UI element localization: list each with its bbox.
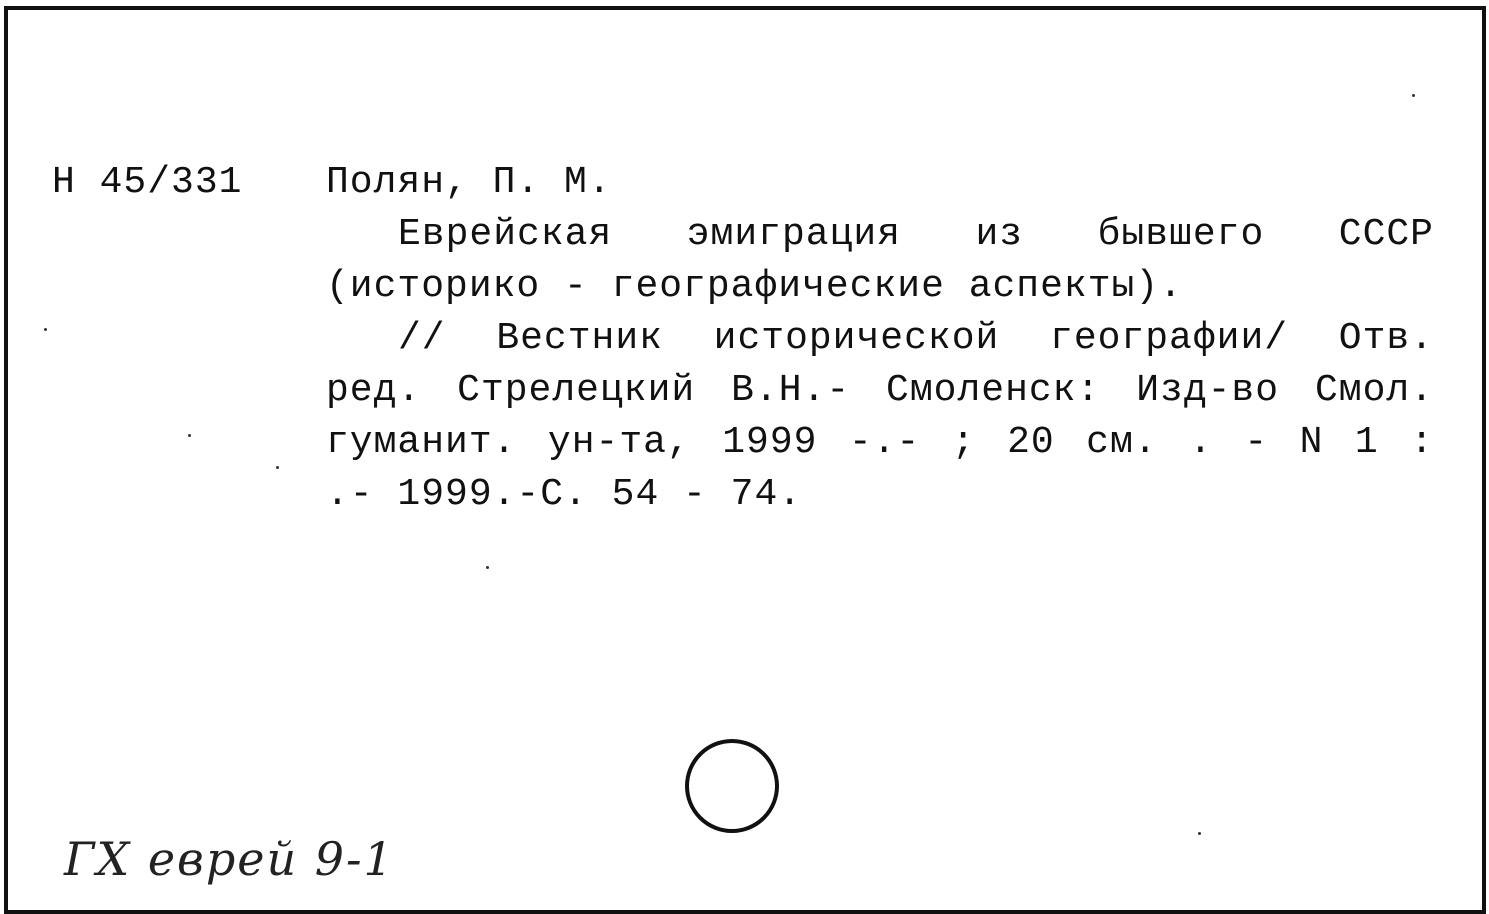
title-line-2: (историко - географические аспекты). (326, 265, 1183, 308)
bibliographic-entry (326, 157, 1434, 521)
catalog-card (4, 6, 1486, 914)
dust-speck (1412, 94, 1415, 97)
author: Полян, П. М. (326, 161, 612, 204)
dust-speck (486, 566, 489, 569)
dust-speck (276, 466, 279, 469)
title-line-1: Еврейская эмиграция из бывшего СССР (398, 213, 1434, 256)
dust-speck (44, 328, 47, 331)
source-line-1: // Вестник исторической географии/ Отв. (398, 317, 1434, 360)
punch-hole (685, 739, 779, 833)
shelfmark: Н 45/331 (52, 161, 243, 204)
source-line-3: гуманит. ун-та, 1999 -.- ; 20 см. . - N 1 : (326, 421, 1434, 464)
dust-speck (188, 434, 191, 437)
dust-speck (1198, 832, 1201, 835)
handwritten-note: ГХ еврей 9-1 (64, 832, 395, 886)
source-line-2: ред. Стрелецкий В.Н.- Смоленск: Изд-во Смол. (326, 369, 1434, 412)
source-line-4: .- 1999.-С. 54 - 74. (326, 473, 803, 516)
